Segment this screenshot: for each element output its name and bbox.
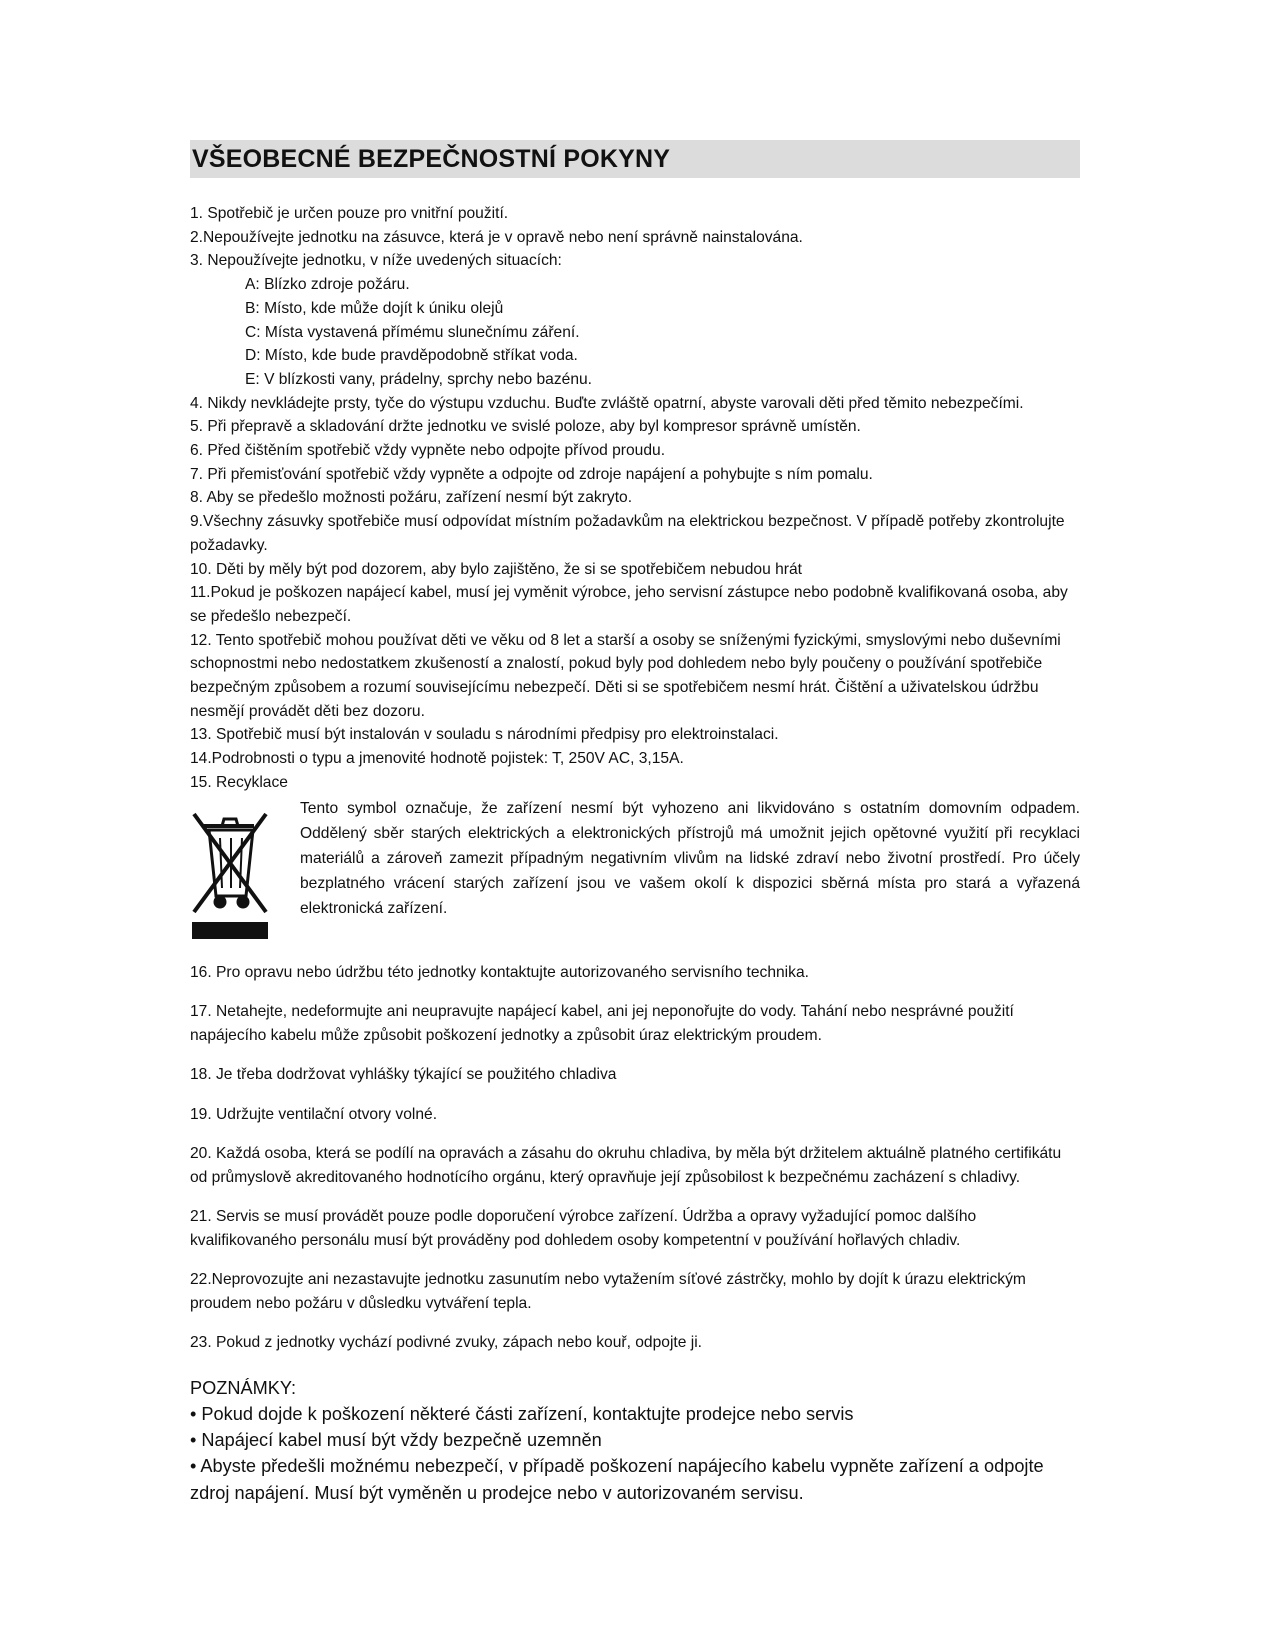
safety-list-continued	[190, 961, 1080, 1355]
recycling-text: Tento symbol označuje, že zařízení nesmí být vyhozeno ani likvidováno s ostatním domovním odpadem. Oddělený sběr starých elektrických a elektronických přístrojů má umožnit jejich opětovné využití při recyklaci materiálů a zároveň zamezit případným negativním vlivům na lidské zdraví nebo životní prostředí. Pro účely bezplatného vrácení starých zařízení jsou ve vašem okolí k dispozici sběrná místa pro stará a vyřazená elektronická zařízení.	[300, 799, 1080, 918]
list-item: 2.Nepoužívejte jednotku na zásuvce, která je v opravě nebo není správně nainstalována.	[190, 228, 803, 246]
list-item: 23. Pokud z jednotky vychází podivné zvuky, zápach nebo kouř, odpojte ji.	[190, 1334, 703, 1352]
notes-section	[190, 1375, 1080, 1506]
sub-item: B: Místo, kde může dojít k úniku olejů	[245, 299, 504, 317]
list-item: 14.Podrobnosti o typu a jmenovité hodnotě pojistek: T, 250V AC, 3,15A.	[190, 750, 684, 768]
list-item: 12. Tento spotřebič mohou používat děti ve věku od 8 let a starší a osoby se sníženými fyzickými, smyslovými nebo duševními schopnostmi nebo nedostatkem zkušeností a znalostí, pokud byly pod dohledem nebo byly poučeny o používání spotřebiče bezpečným způsobem a rozumí souvisejícímu nebezpečí. Děti si se spotřebičem nesmí hrát. Čištění a uživatelskou údržbu nesmějí provádět děti bez dozoru.	[190, 631, 1061, 720]
list-item: 3. Nepoužívejte jednotku, v níže uvedených situacích:	[190, 252, 562, 270]
recycling-section	[190, 796, 1080, 946]
list-item: 5. Při přepravě a skladování držte jednotku ve svislé poloze, aby byl kompresor správně umístěn.	[190, 418, 861, 436]
sub-item: D: Místo, kde bude pravděpodobně stříkat voda.	[245, 347, 578, 365]
note-item: • Pokud dojde k poškození některé části zařízení, kontaktujte prodejce nebo servis	[190, 1403, 854, 1424]
list-item: 16. Pro opravu nebo údržbu této jednotky kontaktujte autorizovaného servisního technika.	[190, 964, 809, 982]
list-item: 8. Aby se předešlo možnosti požáru, zařízení nesmí být zakryto.	[190, 489, 633, 507]
crossed-out-wheelie-bin-icon	[190, 796, 300, 944]
list-item: 13. Spotřebič musí být instalován v souladu s národními předpisy pro elektroinstalaci.	[190, 726, 779, 744]
list-item: 15. Recyklace	[190, 773, 288, 791]
document-page	[190, 140, 1080, 1506]
list-item: 11.Pokud je poškozen napájecí kabel, musí jej vyměnit výrobce, jeho servisní zástupce nebo podobně kvalifikovaná osoba, aby se předešlo nebezpečí.	[190, 584, 1068, 625]
list-item: 6. Před čištěním spotřebič vždy vypněte nebo odpojte přívod proudu.	[190, 442, 666, 460]
list-item: 18. Je třeba dodržovat vyhlášky týkající se použitého chladiva	[190, 1066, 617, 1084]
list-item: 4. Nikdy nevkládejte prsty, tyče do výstupu vzduchu. Buďte zvláště opatrní, abyste varovali děti před těmito nebezpečími.	[190, 394, 1024, 412]
sub-item: A: Blízko zdroje požáru.	[245, 276, 410, 294]
list-item: 21. Servis se musí provádět pouze podle doporučení výrobce zařízení. Údržba a opravy vyžadující pomoc dalšího kvalifikovaného personálu musí být prováděny pod dohledem osoby kompetentní v používání hořlavých chladiv.	[190, 1208, 977, 1249]
list-item: 20. Každá osoba, která se podílí na opravách a zásahu do okruhu chladiva, by měla být držitelem aktuálně platného certifikátu od průmyslově akreditovaného hodnotícího orgánu, který opravňuje její způsobilost k bezpečnému zacházení s chladivy.	[190, 1145, 1062, 1186]
weee-symbol-icon	[190, 804, 270, 939]
list-item: 10. Děti by měly být pod dozorem, aby bylo zajištěno, že si se spotřebičem nebudou hrát	[190, 560, 802, 578]
title-bar	[190, 140, 1080, 178]
list-item: 7. Při přemisťování spotřebič vždy vypněte a odpojte od zdroje napájení a pohybujte s ním pomalu.	[190, 465, 873, 483]
sub-item: C: Místa vystavená přímému slunečnímu záření.	[245, 323, 580, 341]
notes-title: POZNÁMKY:	[190, 1377, 297, 1398]
page-title: VŠEOBECNÉ BEZPEČNOSTNÍ POKYNY	[192, 144, 671, 173]
sub-item: E: V blízkosti vany, prádelny, sprchy nebo bazénu.	[245, 370, 593, 388]
list-item: 17. Netahejte, nedeformujte ani neupravujte napájecí kabel, ani jej neponořujte do vody. Tahání nebo nesprávné použití napájecího kabelu může způsobit poškození jednotky a způsobit úraz elektrickým proudem.	[190, 1003, 1014, 1045]
list-item: 22.Neprovozujte ani nezastavujte jednotku zasunutím nebo vytažením síťové zástrčky, mohlo by dojít k úrazu elektrickým proudem nebo požáru v důsledku vytváření tepla.	[190, 1271, 1026, 1312]
list-item: 1. Spotřebič je určen pouze pro vnitřní použití.	[190, 205, 509, 222]
list-item: 19. Udržujte ventilační otvory volné.	[190, 1105, 438, 1123]
note-item: • Napájecí kabel musí být vždy bezpečně uzemněn	[190, 1430, 602, 1451]
note-item: • Abyste předešli možnému nebezpečí, v případě poškození napájecího kabelu vypněte zařízení a odpojte zdroj napájení. Musí být vyměněn u prodejce nebo v autorizovaném servisu.	[190, 1456, 1044, 1503]
list-item: 9.Všechny zásuvky spotřebiče musí odpovídat místním požadavkům na elektrickou bezpečnost. V případě potřeby zkontrolujte požadavky.	[190, 513, 1065, 554]
safety-list	[190, 202, 1080, 795]
